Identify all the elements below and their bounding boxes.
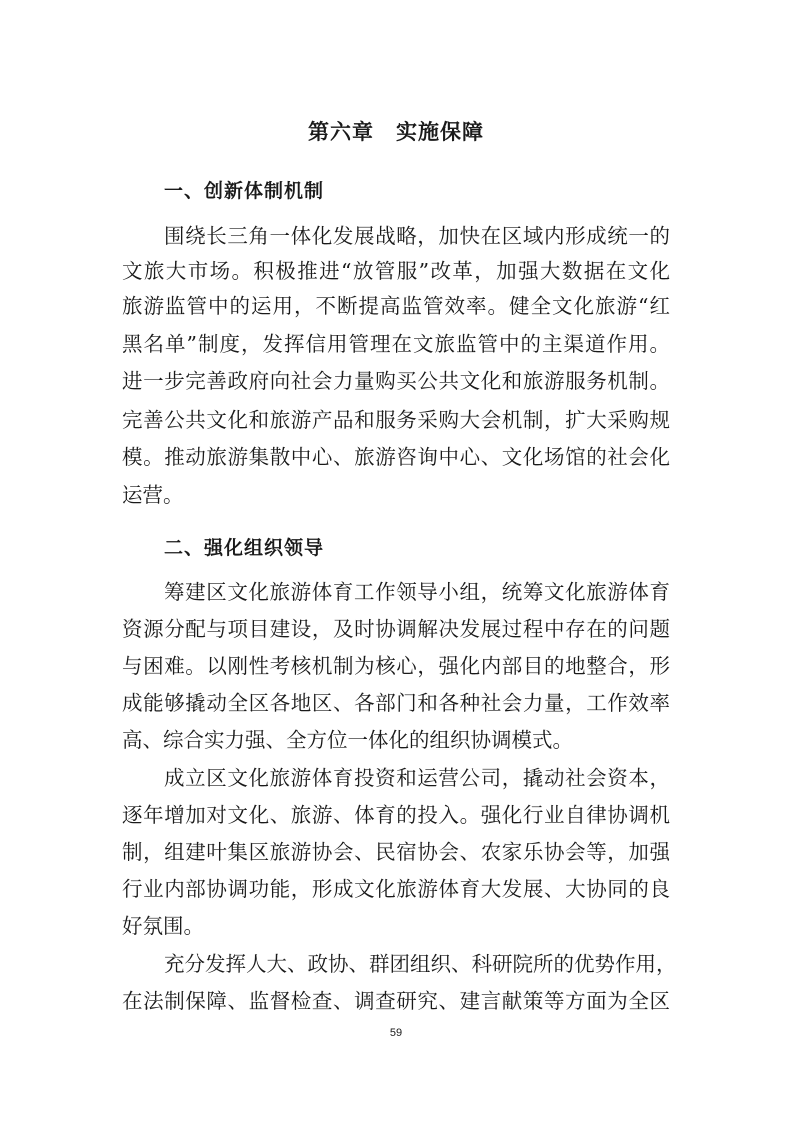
paragraph-line: 好氛围。 (122, 914, 204, 938)
chapter-title: 第六章 实施保障 (308, 120, 484, 144)
paragraph-line: 模。推动旅游集散中心、旅游咨询中心、文化场馆的社会化 (122, 445, 670, 469)
paragraph-line: 筹建区文化旅游体育工作领导小组，统筹文化旅游体育 (164, 580, 670, 604)
paragraph-line: 成能够撬动全区各地区、各部门和各种社会力量，工作效率 (122, 691, 670, 715)
paragraph-line: 围绕长三角一体化发展战略，加快在区域内形成统一的 (164, 224, 670, 248)
paragraph-line: 文旅大市场。积极推进“放管服”改革，加强大数据在文化 (122, 259, 670, 283)
section-heading-2: 二、强化组织领导 (164, 537, 325, 559)
page-number: 59 (389, 1027, 403, 1039)
paragraph-line: 与困难。以刚性考核机制为核心，强化内部目的地整合，形 (122, 654, 670, 678)
paragraph-line: 在法制保障、监督检查、调查研究、建言献策等方面为全区 (122, 989, 670, 1013)
paragraph-line: 行业内部协调功能，形成文化旅游体育大发展、大协同的良 (122, 877, 670, 901)
paragraph-line: 制，组建叶集区旅游协会、民宿协会、农家乐协会等，加强 (122, 840, 670, 864)
paragraph-line: 运营。 (122, 483, 184, 507)
paragraph-line: 进一步完善政府向社会力量购买公共文化和旅游服务机制。 (122, 369, 670, 393)
paragraph-line: 高、综合实力强、全方位一体化的组织协调模式。 (122, 728, 573, 752)
paragraph-line: 资源分配与项目建设，及时协调解决发展过程中存在的问题 (122, 617, 670, 641)
section-heading-1: 一、创新体制机制 (164, 180, 325, 202)
paragraph-line: 黑名单”制度，发挥信用管理在文旅监管中的主渠道作用。 (122, 332, 670, 356)
paragraph-line: 充分发挥人大、政协、群团组织、科研院所的优势作用， (164, 952, 677, 976)
paragraph-line: 成立区文化旅游体育投资和运营公司，撬动社会资本， (164, 766, 670, 790)
paragraph-line: 逐年增加对文化、旅游、体育的投入。强化行业自律协调机 (122, 803, 670, 827)
paragraph-line: 旅游监管中的运用，不断提高监管效率。健全文化旅游“红 (122, 294, 670, 318)
paragraph-line: 完善公共文化和旅游产品和服务采购大会机制，扩大采购规 (122, 408, 670, 432)
